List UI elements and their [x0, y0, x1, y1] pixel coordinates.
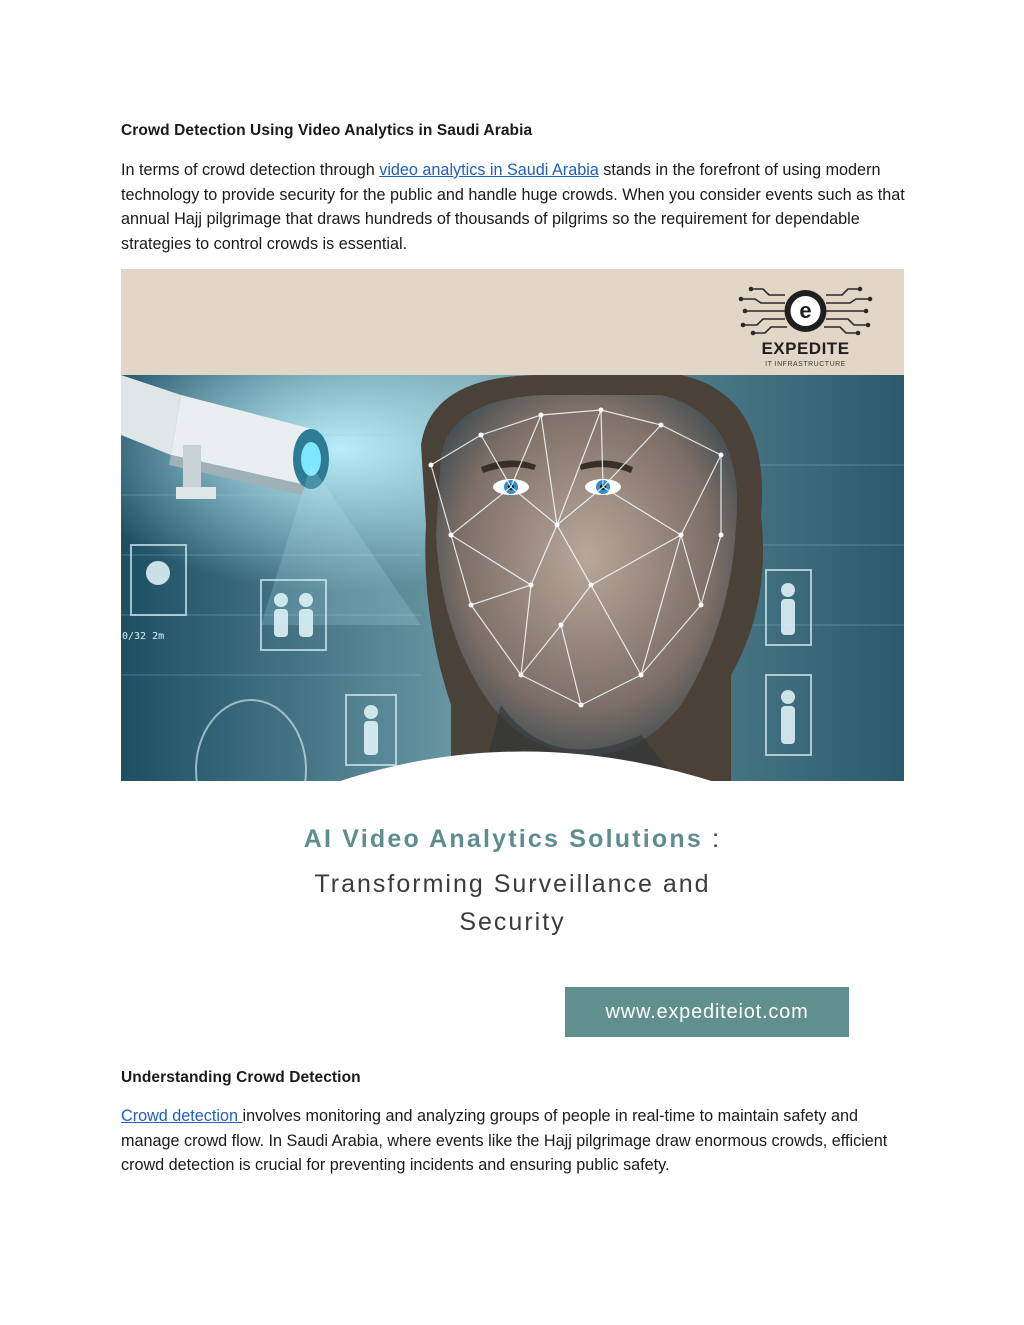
logo-title: EXPEDITE	[761, 339, 850, 358]
section-text: involves monitoring and analyzing groups of people in real-time to maintain safety and manage crowd flow. In Saudi Arabia, where events like the Hajj pilgrimage draw enormous crowds, efficient crowd detection is crucial for preventing incidents and ensuring public safety.	[121, 1107, 888, 1174]
video-analytics-link[interactable]: video analytics in Saudi Arabia	[379, 161, 599, 179]
logo-letter: e	[799, 298, 812, 323]
headline-main: AI Video Analytics Solutions	[303, 825, 703, 853]
intro-text-end: stands in the forefront of using modern technology to provide security for the public and handle huge crowds. When you consider events such as that annual Hajj pilgrimage that draws hundreds of thousands of pilgrims so the requirement for dependable strategies to control crowds is essential.	[121, 161, 905, 253]
banner-image	[121, 269, 904, 1054]
section-paragraph	[121, 1104, 911, 1178]
banner-subheadline	[121, 865, 904, 941]
hud-label: 0/32 2m	[122, 631, 165, 642]
website-url-badge: www.expediteiot.com	[565, 987, 849, 1037]
logo-subtitle: IT INFRASTRUCTURE	[765, 361, 846, 368]
page-title: Crowd Detection Using Video Analytics in Saudi Arabia	[121, 122, 533, 139]
subheadline-line-1: Transforming Surveillance and	[314, 870, 711, 898]
intro-text-start: In terms of crowd detection through	[121, 161, 380, 179]
section-title: Understanding Crowd Detection	[121, 1069, 361, 1086]
circuit-logo-icon	[733, 281, 878, 339]
banner-curve-shape	[121, 739, 904, 799]
intro-paragraph	[121, 158, 911, 256]
face-recognition-scene	[121, 375, 904, 785]
headline-colon: :	[702, 825, 722, 853]
banner-headline	[121, 825, 904, 854]
subheadline-line-2: Security	[459, 908, 566, 936]
expedite-logo	[733, 281, 878, 371]
crowd-detection-link[interactable]: Crowd detection	[121, 1107, 243, 1125]
